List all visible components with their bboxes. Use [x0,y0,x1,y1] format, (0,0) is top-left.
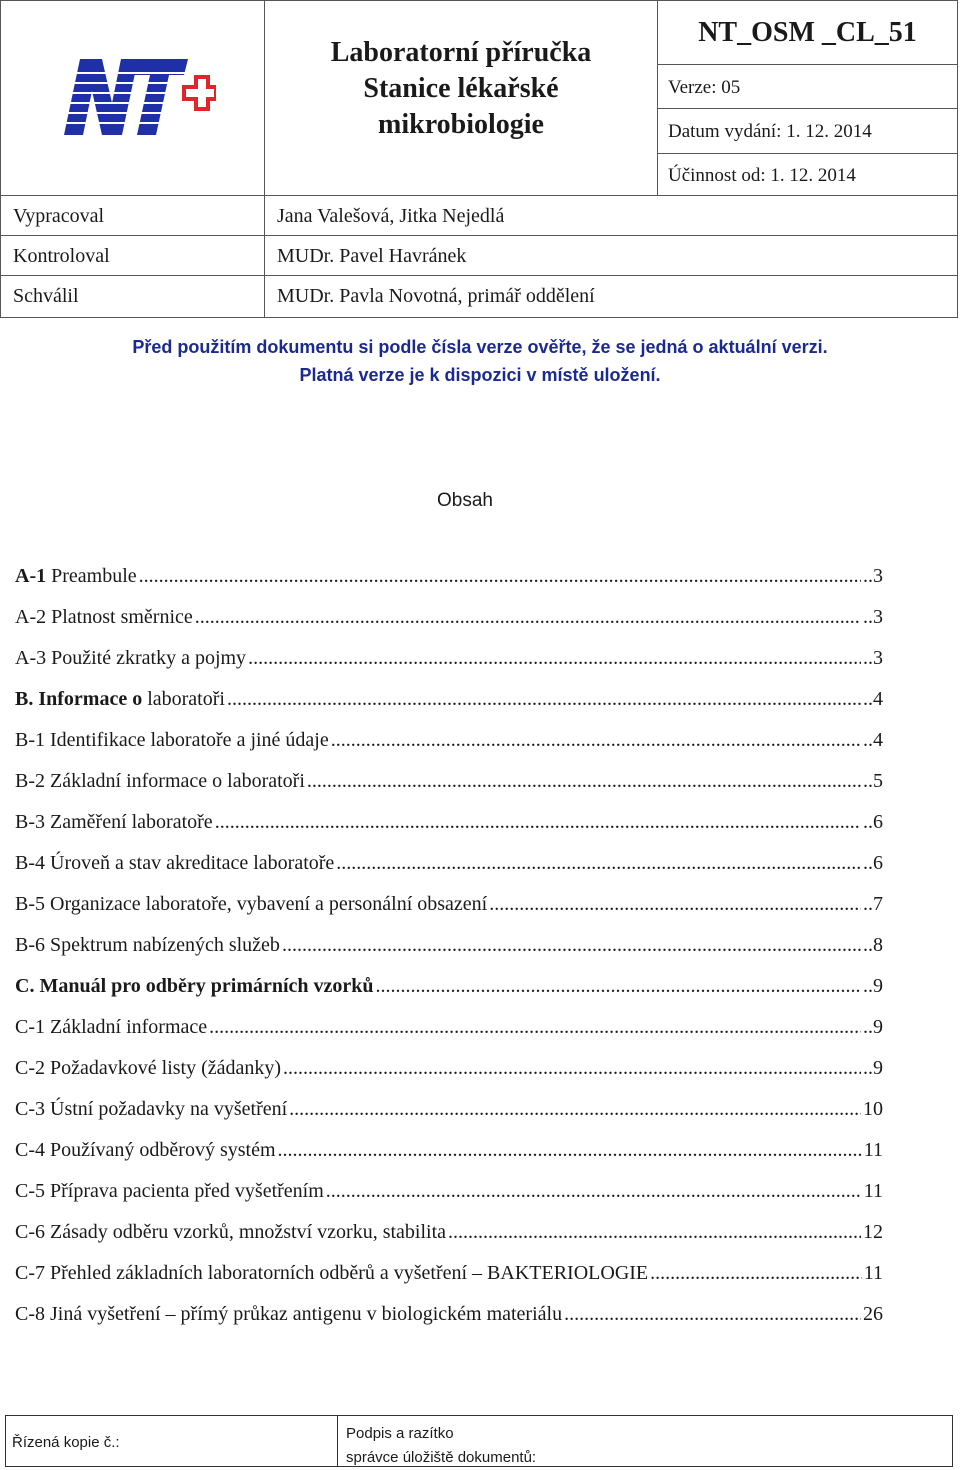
toc-entry-number: B-3 [15,811,45,833]
signature-line-2: správce úložiště dokumentů: [346,1449,537,1466]
toc-leader-dots [650,1262,862,1285]
toc-entry-text: Základní informace [50,1016,208,1038]
toc-entry-page: ..9 [863,975,883,997]
toc-leader-dots [248,647,861,670]
toc-entry-text: Používaný odběrový systém [50,1139,276,1161]
toc-entry-number: B-2 [15,770,45,792]
notice-line-2: Platná verze je k dispozici v místě uložení. [299,365,661,385]
toc-entry-number: A-3 [15,647,47,669]
toc-entry-title [15,1303,562,1326]
toc-entry-title [15,852,334,875]
toc-entry-title [15,1016,207,1039]
notice-line-1: Před použitím dokumentu si podle čísla verze ověřte, že se jedná o aktuální verzi. [132,337,828,357]
toc-entry[interactable] [15,1221,883,1262]
toc-entry-title [15,893,487,916]
title-line-3: mikrobiologie [378,109,544,140]
toc-entry-text: Spektrum nabízených služeb [50,934,280,956]
toc-entry-number: C-2 [15,1057,45,1079]
toc-leader-dots [289,1098,861,1121]
toc-leader-dots [283,1057,861,1080]
toc-entry[interactable] [15,729,883,770]
logo-cell [0,0,265,196]
toc-entry-text: Preambule [51,565,137,587]
toc-leader-dots [489,893,861,916]
toc-entry-text: Ústní požadavky na vyšetření [50,1098,288,1120]
toc-leader-dots [278,1139,862,1162]
toc-entry-number: C-3 [15,1098,45,1120]
toc-entry-page: ..3 [863,606,883,628]
toc-leader-dots [195,606,861,629]
toc-entry-page: ..4 [863,729,883,751]
toc-entry-title [15,688,225,711]
toc-entry-title [15,1139,276,1162]
toc-entry-text: Základní informace o laboratoři [50,770,305,792]
issue-date: Datum vydání: 1. 12. 2014 [658,108,957,154]
toc-entry-number: A-1 [15,565,47,587]
toc-entry[interactable] [15,1303,883,1344]
toc-leader-dots [209,1016,861,1039]
toc-entry[interactable] [15,1016,883,1057]
toc-entry[interactable] [15,893,883,934]
toc-entry[interactable] [15,1098,883,1139]
toc-entry-page: 11 [863,1180,883,1202]
version-notice [0,333,960,389]
toc-entry-title [15,1221,446,1244]
toc-entry[interactable] [15,647,883,688]
toc-entry-page: 26 [863,1303,883,1325]
effective-date: Účinnost od: 1. 12. 2014 [668,165,856,186]
toc-entry-number: B-6 [15,934,45,956]
toc-entry[interactable] [15,1180,883,1221]
approval-value: Jana Valešová, Jitka Nejedlá [264,195,958,236]
toc-entry-page: 11 [863,1262,883,1284]
toc-entry-title [15,1098,287,1121]
toc-entry-page: 11 [863,1139,883,1161]
document-code: NT_OSM _CL_51 [658,1,957,65]
toc-entry-title [15,565,137,588]
toc-entry-number: C-6 [15,1221,45,1243]
document-header [0,0,958,318]
toc-entry-page: ..6 [863,811,883,833]
toc-entry-title [15,770,305,793]
toc-entry-number: B-5 [15,893,45,915]
toc-leader-dots [336,852,861,875]
toc-entry-text: Organizace laboratoře, vybavení a personální obsazení [50,893,488,915]
approval-label: Schválil [0,275,265,318]
toc-entry-title [15,1180,324,1203]
nt-logo [56,51,216,143]
toc-entry-title [15,647,246,670]
logo-text [1,1,2,2]
document-title [331,35,592,143]
toc-leader-dots [448,1221,861,1244]
approval-label: Vypracoval [0,195,265,236]
toc-entry-number: C-7 [15,1262,45,1284]
toc-entry-text: Požadavkové listy (žádanky) [50,1057,282,1079]
signature-cell [337,1415,953,1467]
toc-entry-text: Identifikace laboratoře a jiné údaje [50,729,329,751]
approval-value: MUDr. Pavel Havránek [264,235,958,276]
toc-entry[interactable] [15,934,883,975]
toc-entry-title [15,729,329,752]
toc-entry-page: ..3 [863,565,883,587]
approval-label: Kontroloval [0,235,265,276]
toc-heading: Obsah [437,490,493,511]
toc-entry[interactable] [15,565,883,606]
toc-entry-page: 12 [863,1221,883,1243]
toc-entry-page: 10 [863,1098,883,1120]
toc-entry-text: Použité zkratky a pojmy [51,647,247,669]
toc-entry-text: laboratoři [147,688,225,710]
toc-leader-dots [227,688,861,711]
toc-entry-text: Úroveň a stav akreditace laboratoře [50,852,335,874]
toc-entry-number: B-1 [15,729,45,751]
toc-leader-dots [139,565,861,588]
toc-leader-dots [376,975,861,998]
toc-leader-dots [282,934,861,957]
toc-leader-dots [326,1180,862,1203]
toc-entry[interactable] [15,852,883,893]
approval-value: MUDr. Pavla Novotná, primář oddělení [264,275,958,318]
toc-leader-dots [215,811,861,834]
toc-entry-number: A-2 [15,606,47,628]
title-line-1: Laboratorní příručka [330,37,592,68]
footer [5,1415,953,1467]
toc-entry-page: ..3 [863,647,883,669]
toc-entry[interactable] [15,1139,883,1180]
toc-entry-title [15,975,374,998]
toc-entry-page: ..4 [863,688,883,710]
toc-entry-number: C-5 [15,1180,45,1202]
toc-entry-number: C-4 [15,1139,45,1161]
toc-entry-number: C. Manuál pro odběry primárních vzorků [15,975,374,997]
toc-entry-title [15,934,280,957]
toc-entry-page: ..9 [863,1057,883,1079]
toc-entry-page: ..9 [863,1016,883,1038]
toc-entry-title [15,606,193,629]
toc-entry[interactable] [15,975,883,1016]
toc-entry-number: B. Informace o [15,688,143,710]
toc-entry-title [15,811,213,834]
toc-entry[interactable] [15,688,883,729]
toc-leader-dots [307,770,861,793]
toc-entry-page: ..5 [863,770,883,792]
toc-entry[interactable] [15,811,883,852]
toc-entry-text: Přehled základních laboratorních odběrů a vyšetření – BAKTERIOLOGIE [50,1262,649,1284]
version: Verze: 05 [658,64,957,109]
table-of-contents [15,565,883,1344]
toc-entry-title [15,1262,648,1285]
toc-entry-number: B-4 [15,852,45,874]
controlled-copy-label: Řízená kopie č.: [5,1415,338,1467]
toc-entry-page: ..6 [863,852,883,874]
toc-entry-number: C-8 [15,1303,45,1325]
toc-leader-dots [331,729,861,752]
toc-entry[interactable] [15,1262,883,1303]
toc-entry-text: Jiná vyšetření – přímý průkaz antigenu v biologickém materiálu [50,1303,563,1325]
toc-entry-text: Zaměření laboratoře [50,811,213,833]
toc-entry-page: ..8 [863,934,883,956]
signature-line-1: Podpis a razítko [346,1425,454,1442]
toc-entry-title [15,1057,281,1080]
toc-leader-dots [564,1303,861,1326]
meta-cell [657,0,958,196]
toc-entry-page: ..7 [863,893,883,915]
toc-entry-number: C-1 [15,1016,45,1038]
toc-entry[interactable] [15,606,883,647]
title-line-2: Stanice lékařské [363,73,559,104]
toc-entry[interactable] [15,1057,883,1098]
toc-entry-text: Příprava pacienta před vyšetřením [50,1180,324,1202]
toc-entry-text: Zásady odběru vzorků, množství vzorku, stabilita [50,1221,447,1243]
toc-entry[interactable] [15,770,883,811]
toc-entry-text: Platnost směrnice [51,606,193,628]
title-cell [264,0,658,196]
